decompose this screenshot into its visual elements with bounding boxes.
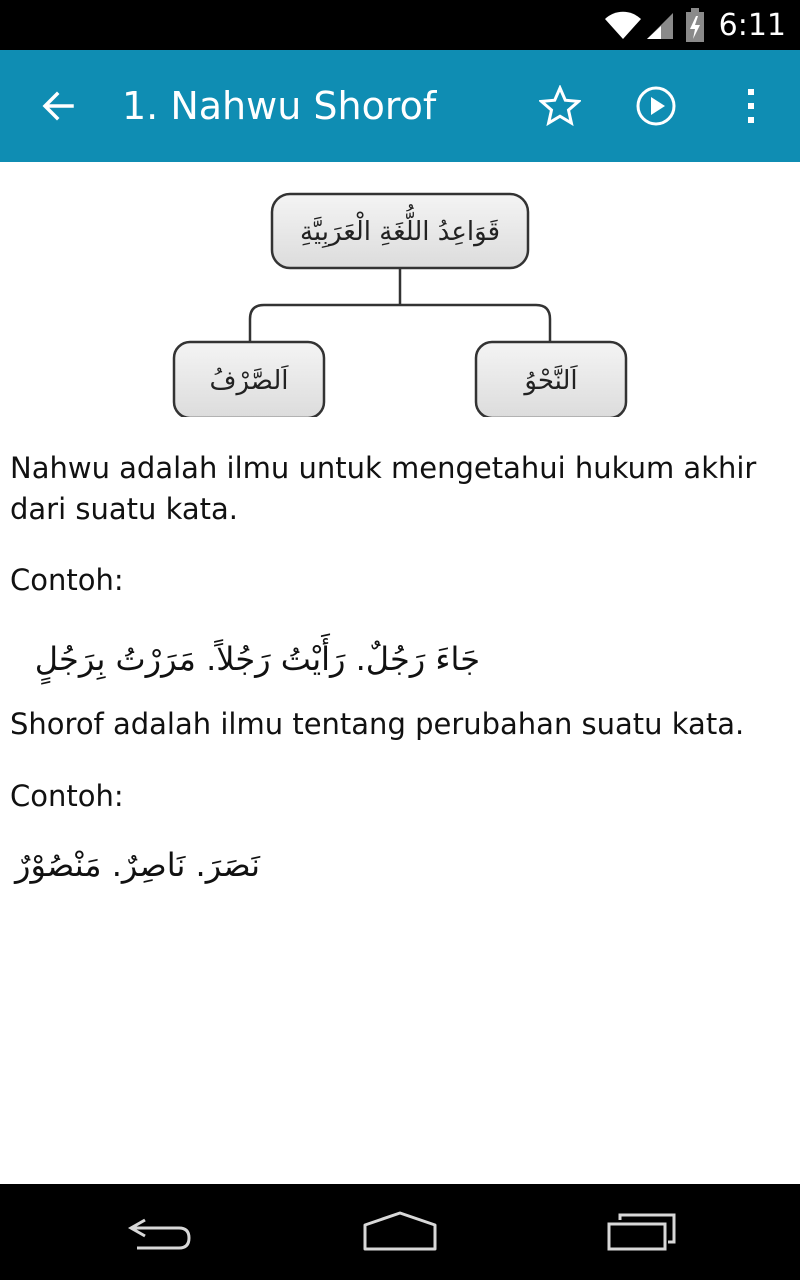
clock: 6:11	[718, 7, 786, 43]
diagram-image	[160, 172, 640, 417]
shorof-definition: Shorof adalah ilmu tentang perubahan suatu kata.	[10, 707, 745, 741]
signal-icon	[645, 9, 675, 41]
shorof-example: نَصَرَ. نَاصِرٌ. مَنْصُوْرٌ	[14, 846, 260, 884]
overflow-menu-icon	[745, 86, 757, 126]
nav-back-button[interactable]	[90, 1184, 230, 1280]
lesson-content	[0, 162, 800, 1184]
overflow-menu-button[interactable]	[726, 50, 776, 162]
recents-nav-icon	[606, 1212, 678, 1252]
example-label: Contoh:	[10, 563, 124, 597]
diagram-top-label: قَوَاعِدُ اللُّغَةِ الْعَرَبِيَّةِ	[299, 217, 501, 247]
example-label: Contoh:	[10, 779, 124, 813]
action-bar	[0, 50, 800, 162]
home-nav-icon	[362, 1211, 438, 1253]
status-bar	[0, 0, 800, 50]
page-title: 1. Nahwu Shorof	[122, 84, 437, 128]
wifi-icon	[603, 9, 643, 41]
diagram-left-label: اَلصَّرْفُ	[209, 366, 289, 396]
play-icon	[635, 85, 677, 127]
nav-recents-button[interactable]	[572, 1184, 712, 1280]
diagram-connector-lines	[250, 268, 550, 342]
nav-home-button[interactable]	[330, 1184, 470, 1280]
battery-icon	[685, 8, 705, 42]
navigation-bar	[0, 1184, 800, 1280]
star-icon	[539, 85, 581, 127]
favorite-button[interactable]	[530, 50, 590, 162]
back-button[interactable]	[30, 50, 86, 162]
back-nav-icon	[125, 1212, 195, 1252]
nahwu-example: جَاءَ رَجُلٌ. رَأَيْتُ رَجُلاً. مَرَرْتُ بِرَجُلٍ	[34, 640, 480, 678]
back-arrow-icon	[38, 86, 78, 126]
play-button[interactable]	[626, 50, 686, 162]
nahwu-definition: Nahwu adalah ilmu untuk mengetahui hukum akhir dari suatu kata.	[10, 451, 757, 526]
diagram-right-label: اَلنَّحْوُ	[524, 366, 578, 396]
